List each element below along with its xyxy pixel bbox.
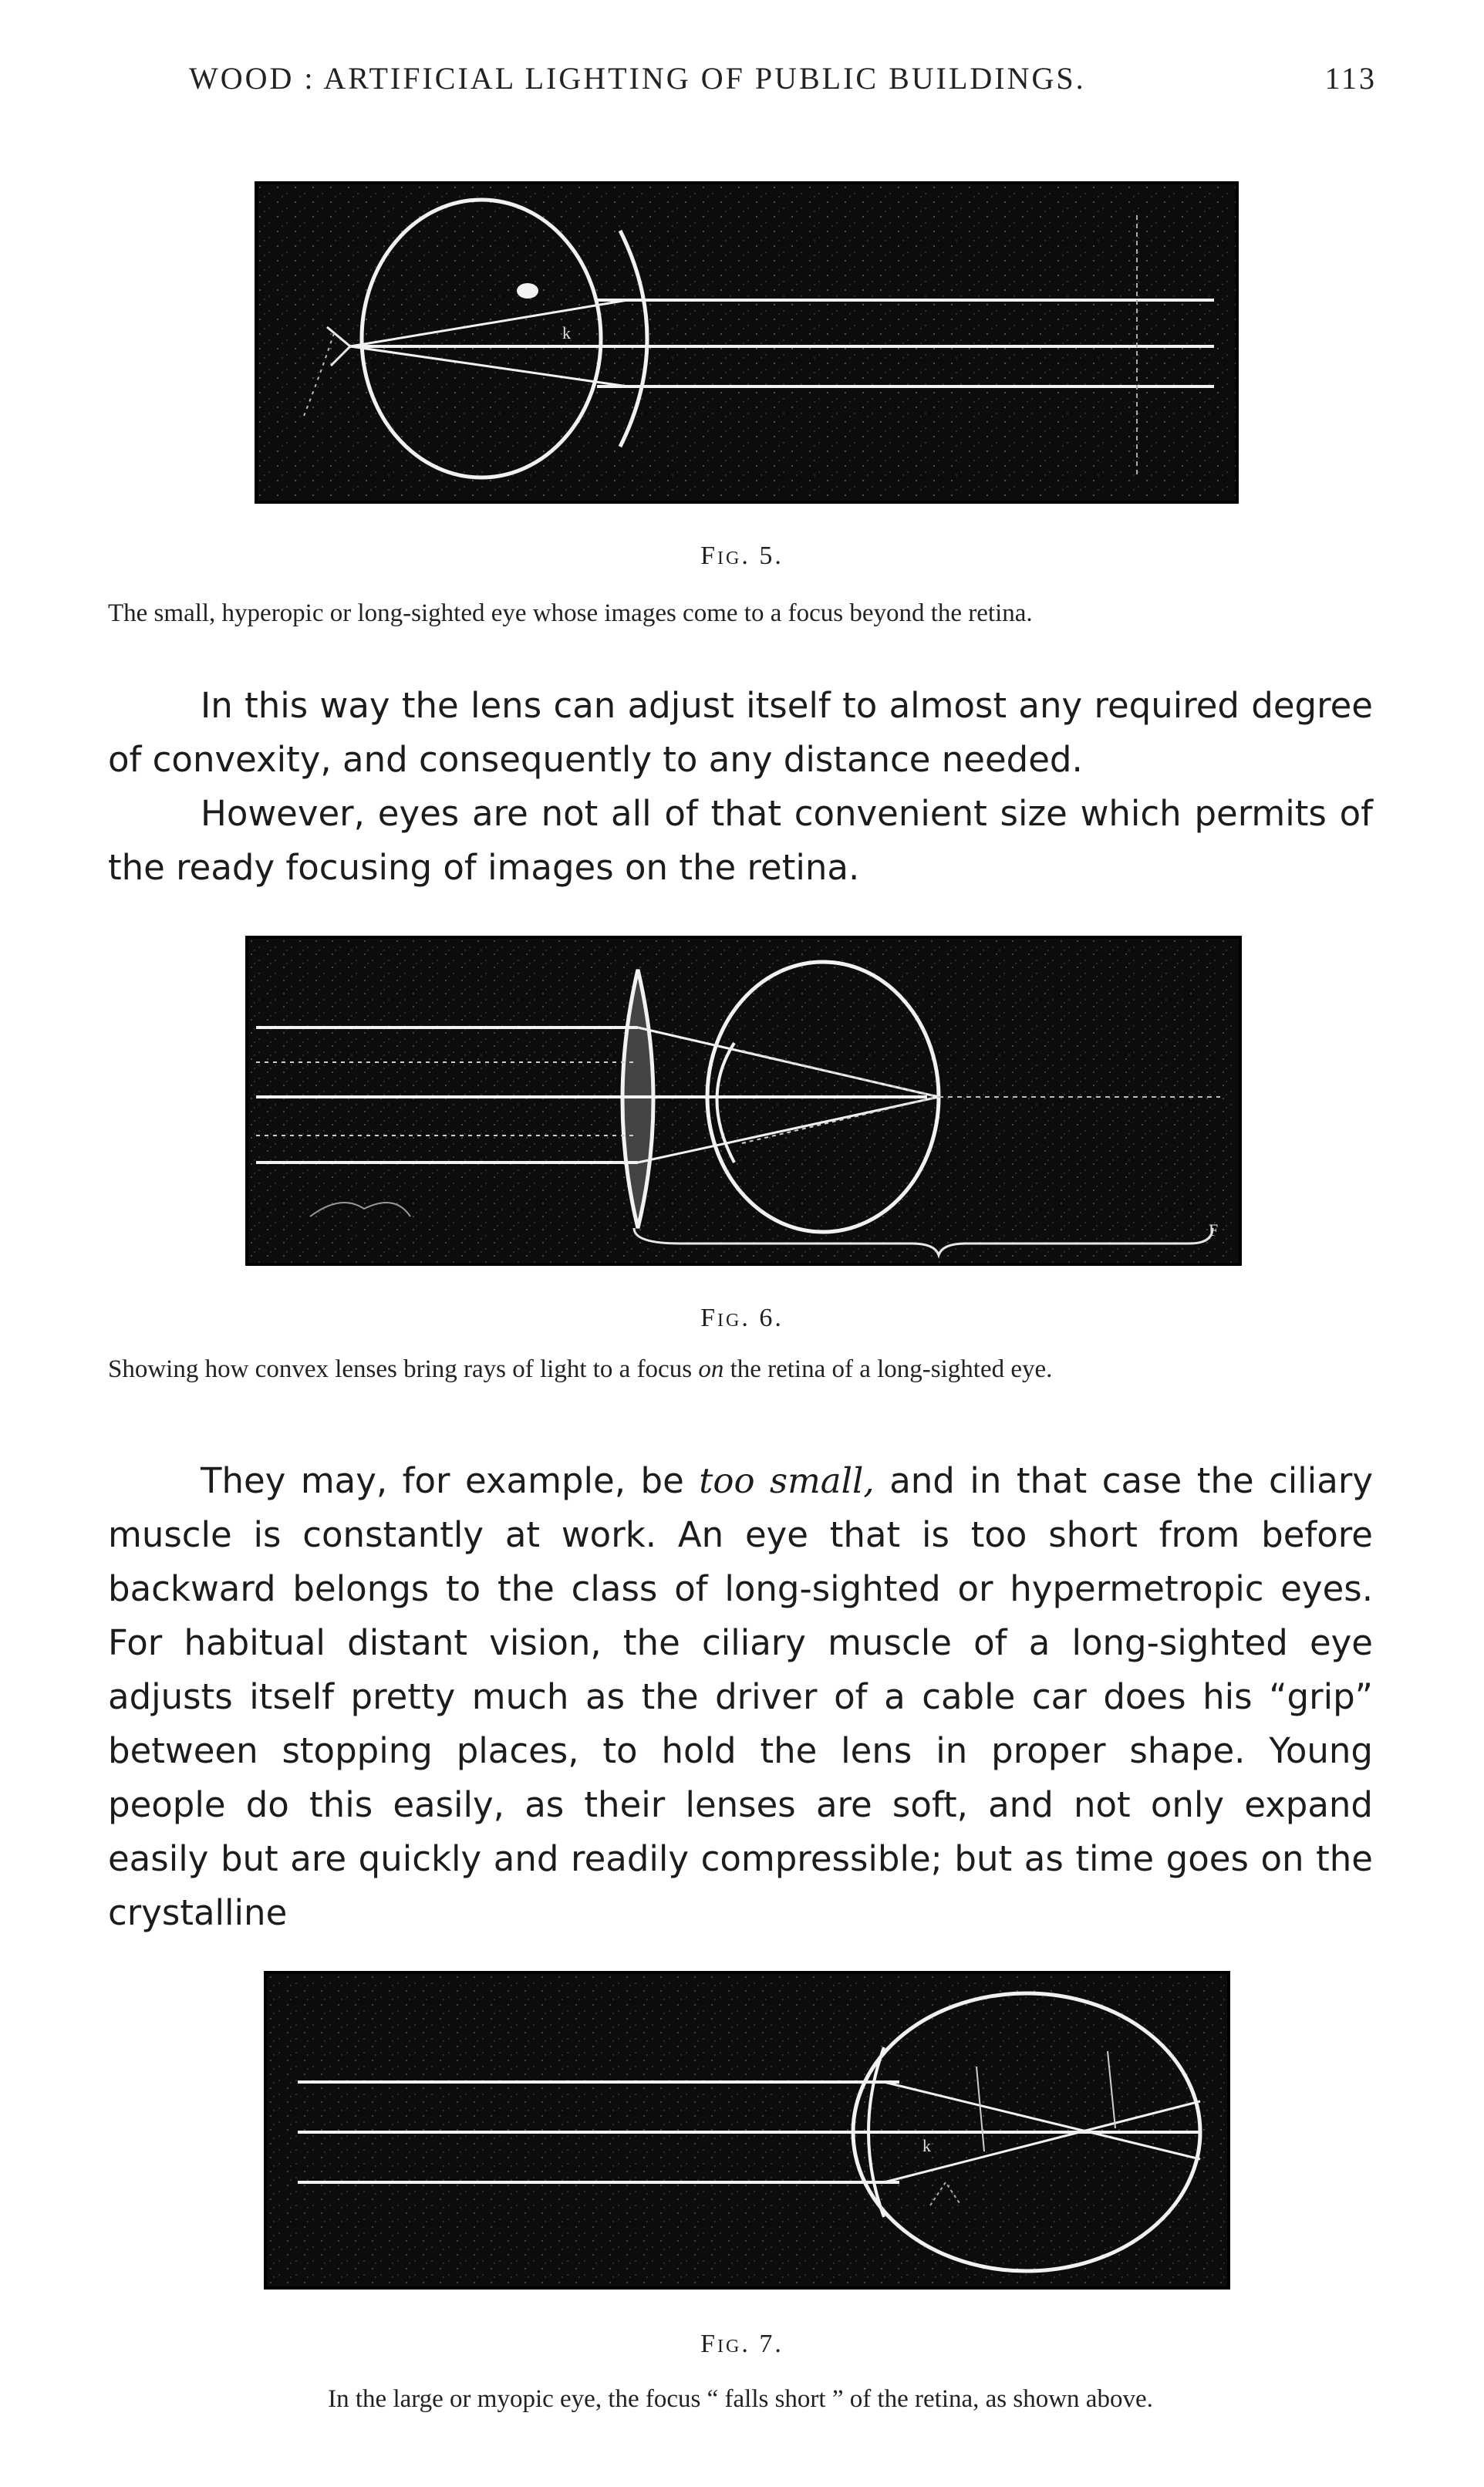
paragraph-3: [108, 1454, 1373, 1940]
figure-6-caption: [108, 1350, 1373, 1389]
running-title: WOOD : ARTIFICIAL LIGHTING OF PUBLIC BUILDINGS.: [189, 61, 1086, 96]
figure-6-caption-part-1: Showing how convex lenses bring rays of light to a focus: [108, 1355, 699, 1383]
figure-6-caption-part-2: the retina of a long-sighted eye.: [723, 1355, 1053, 1383]
paragraph-3-part-1: They may, for example, be: [201, 1460, 700, 1501]
figure-7-label: Fig. 7.: [700, 2330, 784, 2358]
body-text-block-1: [108, 679, 1373, 895]
running-head: [189, 60, 1377, 96]
svg-text:k: k: [922, 2136, 931, 2155]
figure-7-plate: [264, 1971, 1230, 2290]
figure-5-plate: [255, 181, 1239, 504]
figure-5-caption: The small, hyperopic or long-sighted eye whose images come to a focus beyond the retina.: [108, 599, 1033, 627]
figure-6-label: Fig. 6.: [700, 1304, 784, 1332]
svg-text:k: k: [562, 323, 571, 343]
figure-6-illustration: [248, 939, 1239, 1263]
figure-6-caption-emphasis: on: [698, 1355, 724, 1383]
paragraph-3-part-2: and in that case the ciliary muscle is constantly at work. An eye that is too short from before backward belongs to the class of long-sighted or hypermetropic eyes. For habitual distant vision, the ciliary muscle of a long-sighted eye adjusts itself pretty much as the driver of a cable car does his “grip” between stopping places, to hold the lens in proper shape. Young people do this easily, as their lenses are soft, and not only expand easily but are quickly and readily compressible; but as time goes on the crystalline: [108, 1460, 1373, 1933]
page-number: 113: [1324, 61, 1377, 96]
figure-7-illustration: [267, 1974, 1227, 2286]
figure-5-label: Fig. 5.: [700, 542, 784, 570]
figure-7-caption: In the large or myopic eye, the focus “ falls short ” of the retina, as shown above.: [328, 2385, 1153, 2413]
paragraph-1: In this way the lens can adjust itself to almost any required degree of convexity, and consequently to any distance needed.: [108, 685, 1373, 780]
figure-6-plate-mark: F: [1209, 1220, 1219, 1240]
paragraph-3-emphasis: too small,: [699, 1460, 875, 1501]
paragraph-2: However, eyes are not all of that convenient size which permits of the ready focusing of images on the retina.: [108, 793, 1373, 888]
figure-6-plate: [245, 936, 1242, 1266]
figure-5-illustration: [258, 184, 1236, 501]
body-text-block-2: [108, 1454, 1373, 1940]
